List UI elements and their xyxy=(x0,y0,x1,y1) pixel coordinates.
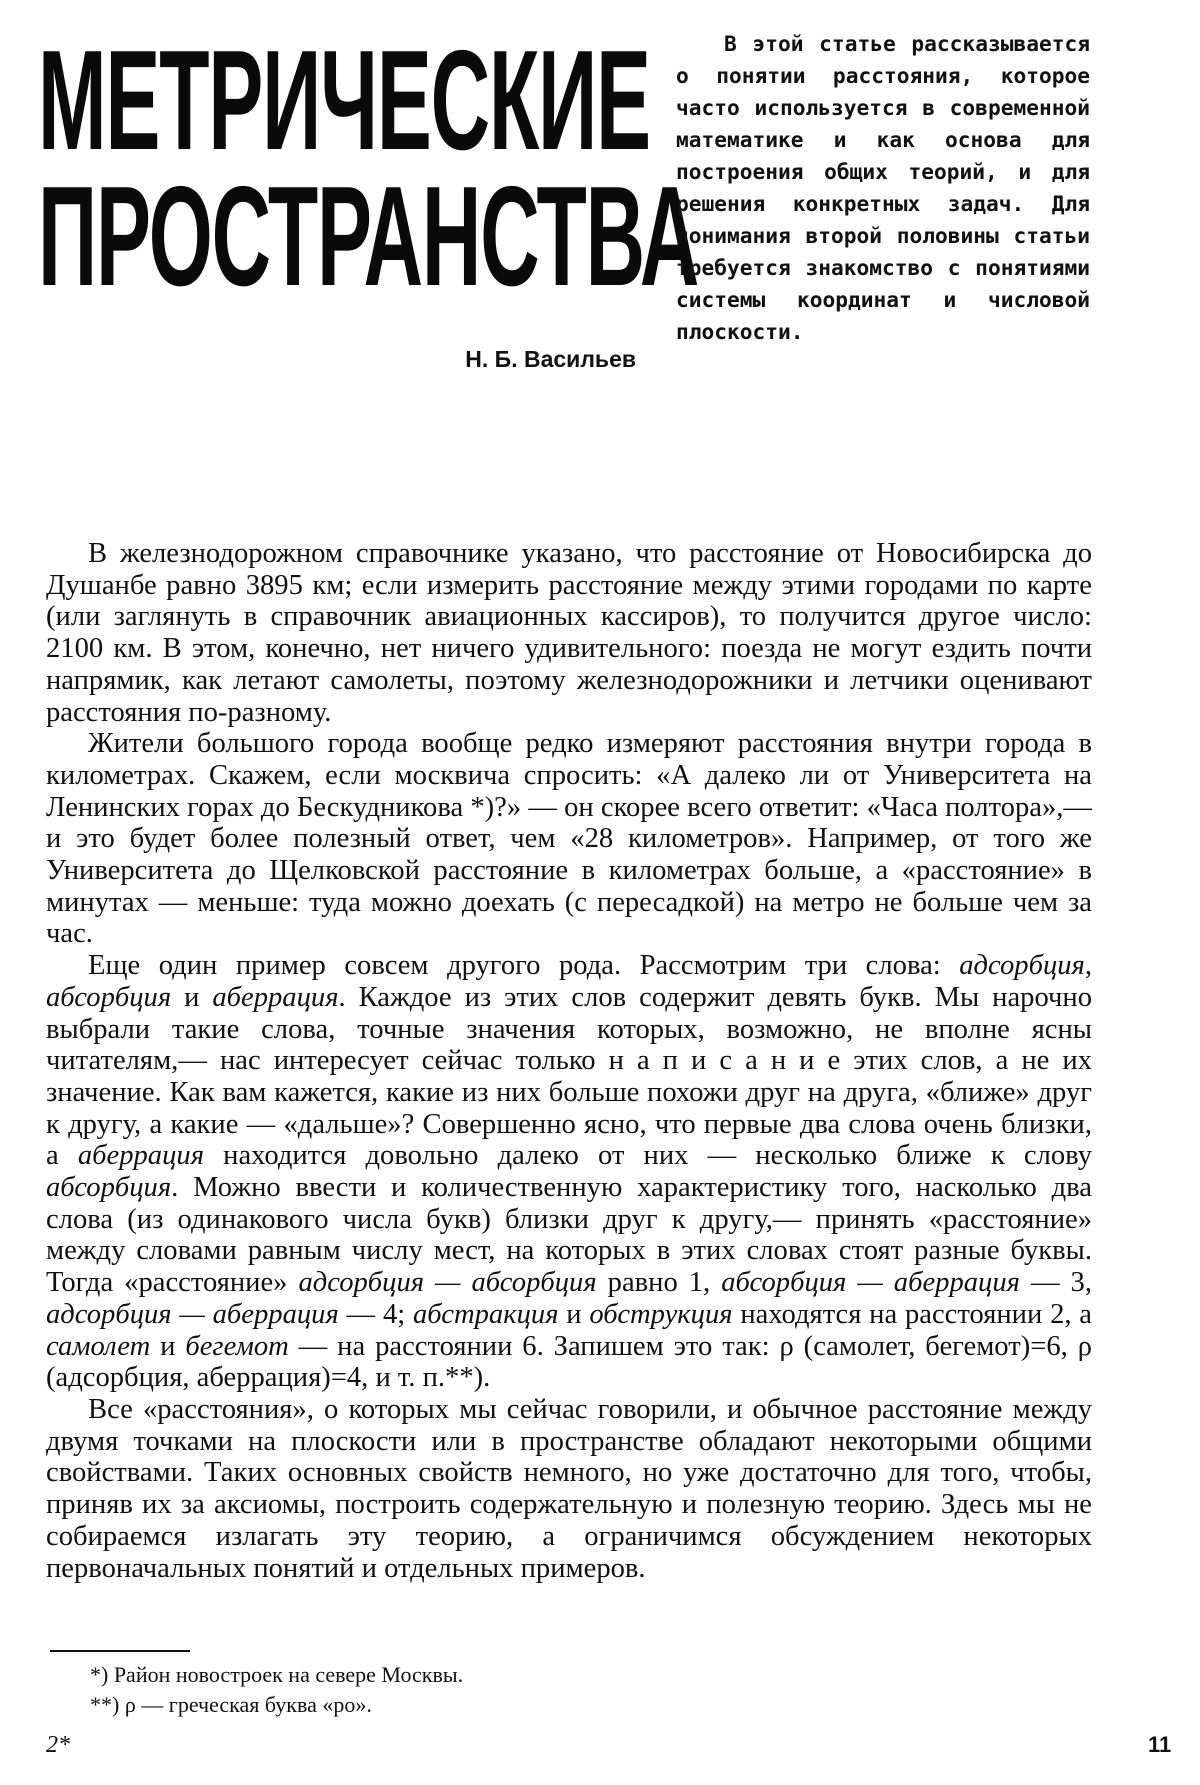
word-italic: адсорбция — абсорбция xyxy=(298,1267,597,1299)
text-run: и xyxy=(171,981,213,1013)
paragraph-2: Жители большого города вообще редко измеряют расстояния внутри города в километрах. Скажем, если москвича спросить: «А далеко ли от Университета на Ленинских горах до Бескудникова *)?» — он скорее всего ответит: «Часа полтора»,— и это будет более полезный ответ, чем «28 километров». Например, от того же Университета до Щелковской расстояние в километрах больше, а «расстояние» в минутах — меньше: туда можно доехать (с пересадкой) на метро не больше чем за час. xyxy=(46,728,1092,950)
text-run: . Можно ввести и количественную характеристику того, насколько два слова (из одинакового числа букв) близки друг к другу,— принять «расстояние» между словами равным числу мест, на которых в этих словах стоят разные буквы. Тогда «расстояние» xyxy=(46,1172,1092,1299)
footnotes xyxy=(90,1660,790,1720)
paragraph-4: Все «расстояния», о которых мы сейчас говорили, и обычное расстояние между двумя точками на плоскости или в пространстве обладают некоторыми общими свойствами. Таких основных свойств немного, но уже достаточно для того, чтобы, приняв их за аксиомы, построить содержательную и полезную теорию. Здесь мы не собираемся излагать эту теорию, а ограничимся обсуждением некоторых первоначальных понятий и отдельных примеров. xyxy=(46,1393,1092,1584)
word-italic: абсорбция xyxy=(46,981,172,1013)
footnote-1: *) Район новостроек на севере Москвы. xyxy=(90,1662,464,1687)
title-line-1: МЕТРИЧЕСКИЕ xyxy=(38,21,650,180)
text-run: — 3, xyxy=(1019,1267,1092,1299)
paragraph-1: В железнодорожном справочнике указано, что расстояние от Новосибирска до Душанбе равно 3895 км; если измерить расстояние между этими городами по карте (или заглянуть в справочник авиационных кассиров), то получится другое число: 2100 км. В этом, конечно, нет ничего удивительного: поезда не могут ездить почти напрямик, как летают самолеты, поэтому железнодорожники и летчики оценивают расстояния по-разному. xyxy=(46,538,1092,728)
text-run: и xyxy=(558,1298,590,1330)
text-run: находятся на расстоянии 2, а xyxy=(732,1298,1092,1330)
title-line-2: ПРОСТРАНСТВА xyxy=(38,157,699,316)
text-run: Еще один пример совсем другого рода. Рассмотрим три слова: xyxy=(88,950,960,982)
word-italic: обструкция xyxy=(589,1298,733,1330)
text-run: и xyxy=(150,1330,186,1362)
article-intro: В этой статье рассказывается о понятии расстояния, которое часто используется в современной математике и как основа для построения общих теорий, и для решения конкретных задач. Для понимания второй половины статьи требуется знакомство с понятиями системы координат и числовой плоскости. xyxy=(676,31,1090,344)
word-italic: абстракция xyxy=(412,1298,559,1330)
author-name: Н. Б. Васильев xyxy=(465,346,636,372)
word-italic: бегемот xyxy=(185,1330,289,1362)
printer-signature: 2* xyxy=(46,1732,70,1758)
word-italic: аберрация xyxy=(77,1140,204,1172)
article-body xyxy=(46,538,1092,1584)
text-run: , xyxy=(1084,950,1092,982)
word-italic: аберрация xyxy=(212,981,339,1013)
text-run: . Каждое из этих слов содержит девять букв. Мы нарочно выбрали такие слова, точные значения которых, возможно, не вполне ясны читателям,— нас интересует сейчас только н а п и с а н и е этих слов, а не их значение. Как вам кажется, какие из них больше похожи друг на друга, «ближе» друг к другу, а какие — «дальше»? Совершенно ясно, что первые два слова очень близки, а xyxy=(46,981,1092,1172)
word-italic: абсорбция — аберрация xyxy=(721,1267,1020,1299)
footnote-2: **) ρ — греческая буква «ро». xyxy=(90,1692,372,1717)
text-run: равно 1, xyxy=(596,1267,722,1299)
page-number: 11 xyxy=(1148,1732,1172,1757)
word-italic: адсорбция xyxy=(959,950,1085,982)
word-italic: самолет xyxy=(46,1330,151,1362)
text-run: находится довольно далеко от них — несколько ближе к слову xyxy=(204,1140,1092,1172)
word-italic: абсорбция xyxy=(46,1172,172,1204)
article-title xyxy=(38,21,699,316)
text-run: — на расстоянии 6. Запишем это так: ρ (самолет, бегемот)=6, ρ (адсорбция, аберрация)=4, и т. п.**). xyxy=(46,1330,1092,1394)
footnote-divider xyxy=(50,1650,190,1652)
word-italic: адсорбция — аберрация xyxy=(46,1298,339,1330)
paragraph-3 xyxy=(46,950,1092,1394)
text-run: — 4; xyxy=(338,1298,413,1330)
